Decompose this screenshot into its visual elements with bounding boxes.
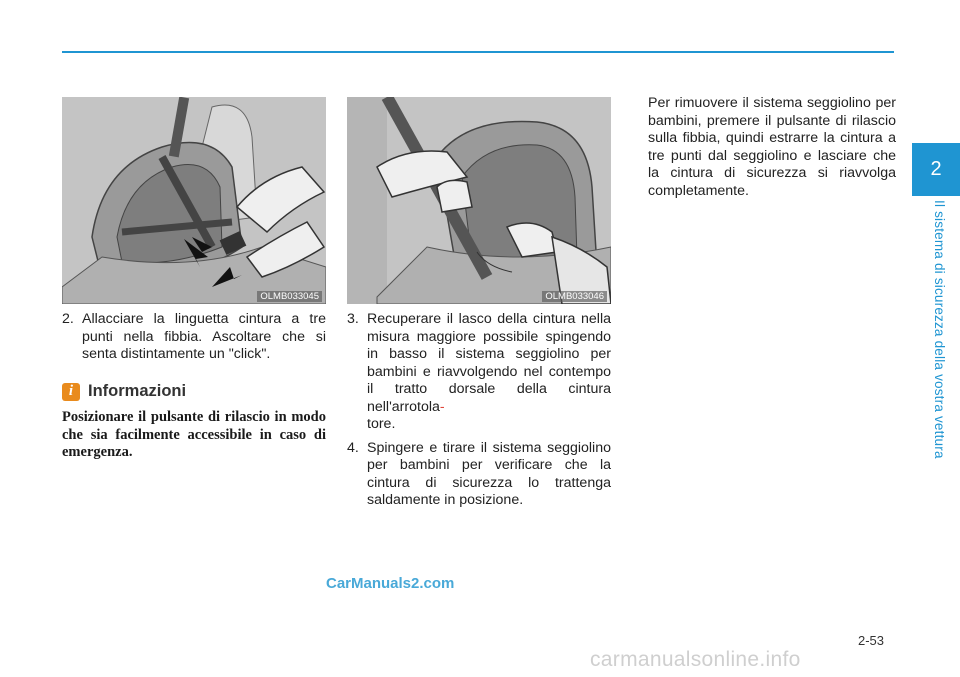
- figure-code: OLMB033046: [542, 291, 607, 302]
- info-icon: i: [62, 383, 80, 401]
- step-text-part-b: tore.: [367, 416, 396, 432]
- chapter-number-tab: [912, 143, 960, 196]
- chapter-number: 2: [930, 158, 942, 180]
- figure-buckle-belt: [62, 97, 326, 304]
- info-body: Posizionare il pulsante di rilascio in modo che sia facilmente accessibile in caso di emergenza.: [62, 409, 326, 460]
- step-2: [62, 311, 326, 364]
- soft-hyphen: -: [439, 398, 445, 415]
- step-text: Spingere e tirare il sistema seggiolino per bambini per verificare che la cintura di sicurezza lo trattenga saldamente in posizione.: [367, 439, 611, 508]
- watermark-carmanuals2: CarManuals2.com: [326, 575, 455, 592]
- top-rule: [62, 51, 894, 53]
- car-seat-illustration-1: [62, 97, 326, 304]
- info-title: Informazioni: [88, 382, 187, 400]
- removal-paragraph: Per rimuovere il sistema seggiolino per bambini, premere il pulsante di rilascio sulla fibbia, quindi estrarre la cintura a tre punti dal seggiolino e lasciare che la cintura di sicurezza si riavvolga completamente.: [648, 95, 896, 199]
- step-3: [347, 311, 611, 434]
- step-number: 4.: [347, 439, 359, 456]
- figure-code: OLMB033045: [257, 291, 322, 302]
- step-text-part-a: Recuperare il lasco della cintura nella misura maggiore possibile spingendo in basso il sistema seggiolino per bambini e riavvolgendo nel contempo il tratto dorsale della cintura nell'arrotola: [367, 311, 611, 415]
- info-heading: [62, 382, 186, 401]
- watermark-carmanualsonline: carmanualsonline.info: [590, 648, 801, 671]
- step-text: [367, 311, 611, 434]
- step-2-block: [62, 311, 326, 364]
- page-number: 2-53: [858, 633, 885, 648]
- car-seat-illustration-2: [347, 97, 611, 304]
- step-number: 2.: [62, 311, 74, 327]
- step-text: Allacciare la linguetta cintura a tre punti nella fibbia. Ascoltare che si senta distintamente un "click".: [82, 311, 326, 362]
- figure-tighten-belt: [347, 97, 611, 304]
- steps-3-4-block: [347, 311, 611, 510]
- step-4: [347, 440, 611, 510]
- step-number: 3.: [347, 311, 359, 327]
- chapter-side-title: Il sistema di sicurezza della vostra vettura: [932, 200, 947, 459]
